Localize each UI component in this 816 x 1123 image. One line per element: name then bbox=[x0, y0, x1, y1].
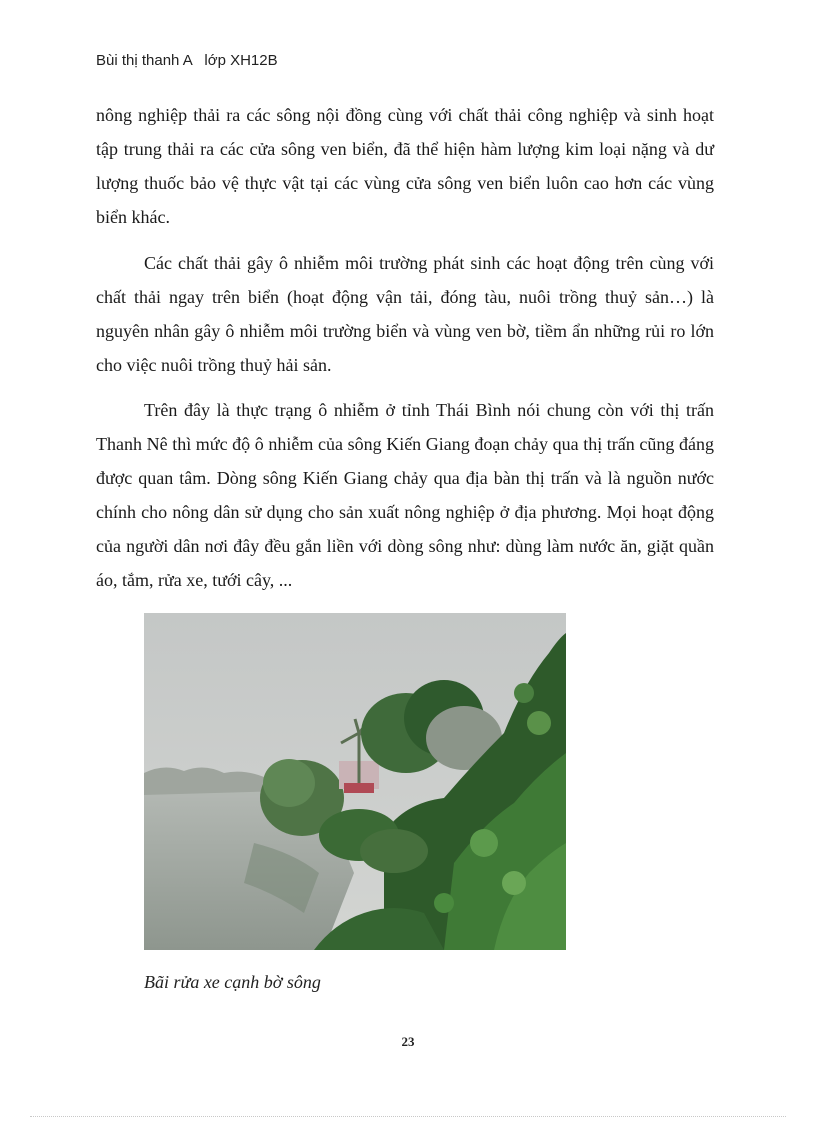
page-bottom-divider bbox=[30, 1116, 786, 1117]
paragraph-2: Các chất thải gây ô nhiễm môi trường phát sinh các hoạt động trên cùng với chất thải ngay trên biển (hoạt động vận tải, đóng tàu, nuôi trồng thuỷ sản…) là nguyên nhân gây ô nhiễm môi trường biển và vùng ven bờ, tiềm ẩn những rủi ro lớn cho việc nuôi trồng thuỷ hải sản. bbox=[96, 253, 714, 375]
figure-caption: Bãi rửa xe cạnh bờ sông bbox=[144, 972, 321, 992]
paragraph-3: Trên đây là thực trạng ô nhiễm ở tỉnh Thái Bình nói chung còn với thị trấn Thanh Nê thì mức độ ô nhiễm của sông Kiến Giang đoạn chảy qua thị trấn cũng đáng được quan tâm. Dòng sông Kiến Giang chảy qua địa bàn thị trấn và là nguồn nước chính cho nông dân sử dụng cho sản xuất nông nghiệp ở địa phương. Mọi hoạt động của người dân nơi đây đều gắn liền với dòng sông như: dùng làm nước ăn, giặt quần áo, tắm, rửa xe, tưới cây, ... bbox=[96, 400, 714, 590]
page-header: Bùi thị thanh A lớp XH12B bbox=[96, 52, 278, 69]
page-number: 23 bbox=[401, 1034, 415, 1049]
riverbank-photo bbox=[144, 613, 566, 950]
paragraph-1: nông nghiệp thải ra các sông nội đồng cùng với chất thải công nghiệp và sinh hoạt tập trung thải ra các cửa sông ven biển, đã thể hiện hàm lượng kim loại nặng và dư lượng thuốc bảo vệ thực vật tại các vùng cửa sông ven biển luôn cao hơn các vùng biển khác. bbox=[96, 105, 714, 227]
